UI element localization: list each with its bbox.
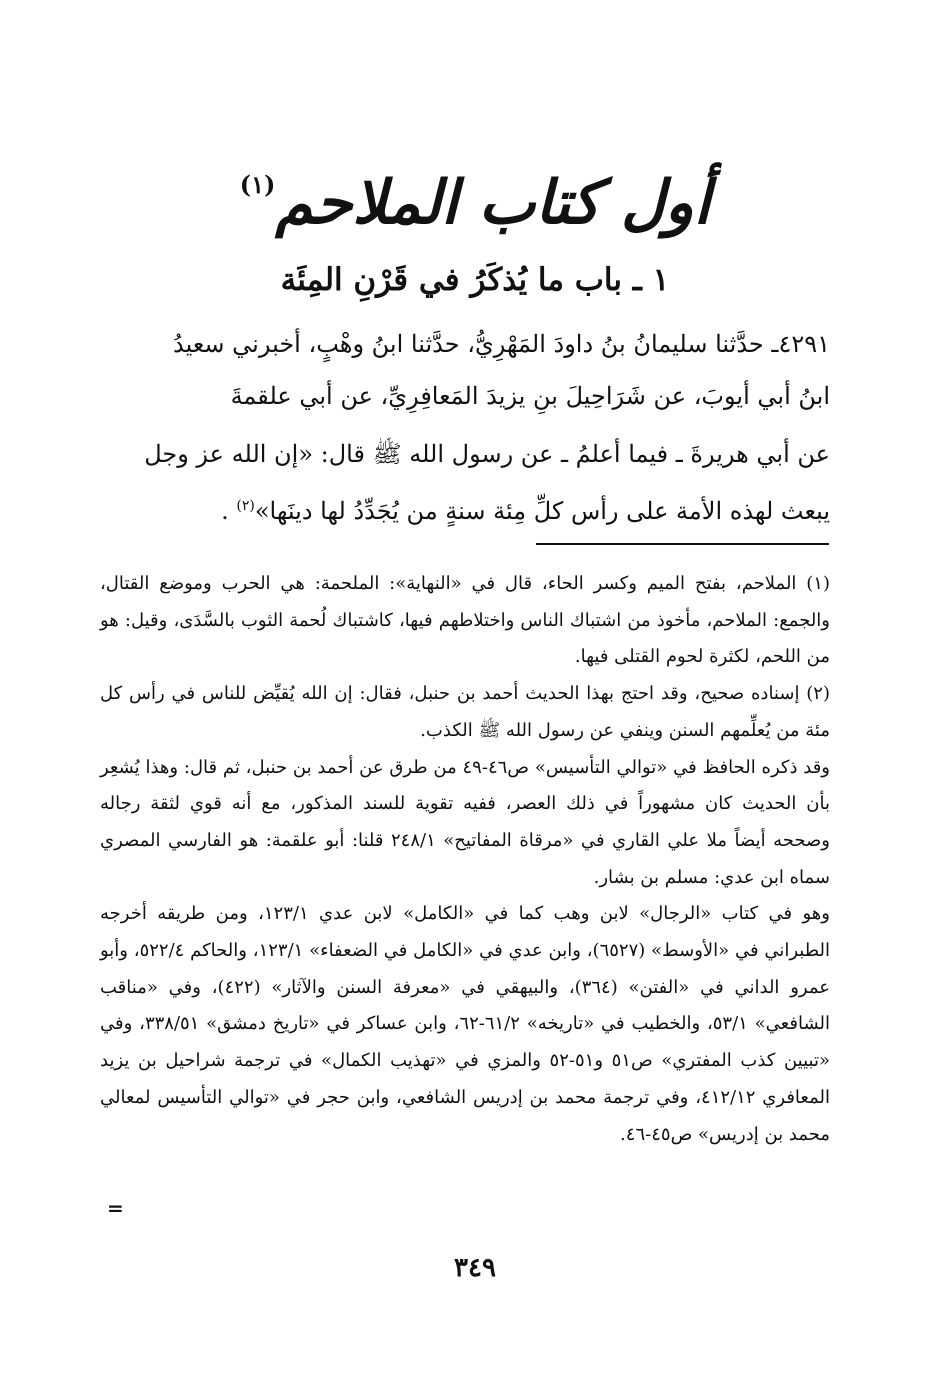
- footnote-separator: [536, 543, 829, 545]
- footnote-2-continuation: وهو في كتاب «الرجال» لابن وهب كما في «الكامل» لابن عدي ١٢٣/١، ومن طريقه أخرجه الطبراني في «الأوسط» (٦٥٢٧)، وابن عدي في «الكامل في الضعفاء» ١٢٣/١، والحاكم ٥٢٢/٤، وأبو عمرو الداني في «الفتن» (٣٦٤)، والبيهقي في «معرفة السنن والآثار» (٤٢٢)، وفي «مناقب الشافعي» ٥٣/١، والخطيب في «تاريخه» ٦١/٢-٦٢، وابن عساكر في «تاريخ دمشق» ٣٣٨/٥١، وفي «تبيين كذب المفتري» ص٥١ و٥١-٥٢ والمزي في «تهذيب الكمال» في ترجمة شراحيل بن يزيد المعافري ٤١٢/١٢، وفي ترجمة محمد بن إدريس الشافعي، وابن حجر في «توالي التأسيس لمعالي محمد بن إدريس» ص٤٥-٤٦.: [100, 903, 830, 1145]
- footnotes: [100, 566, 830, 1153]
- chapter-title: ١ ـ باب ما يُذكَرُ في قَرْنِ المِئَة: [280, 262, 670, 298]
- hadith-line: [100, 480, 830, 537]
- hadith-line-text: يبعث لهذه الأمة على رأس كلِّ مِئة سنةٍ من يُجَدِّدُ لها دينَها»: [254, 497, 830, 525]
- book-title-text: أول كتاب الملاحم: [275, 168, 711, 238]
- hadith-isnad: [100, 318, 830, 422]
- hadith-line-end: .: [221, 497, 237, 525]
- hadith-matn: [100, 428, 830, 537]
- hadith-line: عن أبي هريرةَ ـ فيما أعلمُ ـ عن رسول الله ﷺ قال: «إن الله عز وجل: [144, 440, 830, 468]
- continuation-mark: =: [107, 1196, 124, 1220]
- footnote-1: (١) الملاحم، بفتح الميم وكسر الحاء، قال في «النهاية»: الملحمة: هي الحرب وموضع القتال، والجمع: الملاحم، مأخوذ من اشتباك الناس واختلاطهم فيها، كاشتباك لُحمة الثوب بالسَّدَى، وقيل: هو من اللحم، لكثرة لحوم القتلى فيها.: [100, 573, 830, 668]
- page-number: ٣٤٩: [454, 1253, 496, 1283]
- footnote-2: (٢) إسناده صحيح، وقد احتج بهذا الحديث أحمد بن حنبل، فقال: إن الله يُقيِّض للناس في رأس كل مئة من يُعلِّمهم السنن وينفي عن رسول الله ﷺ الكذب.: [100, 683, 830, 741]
- hadith-line: ٤٢٩١ـ حدَّثنا سليمانُ بنُ داودَ المَهْرِيُّ، حدَّثنا ابنُ وهْبٍ، أخبرني سعيدُ: [173, 330, 830, 358]
- hadith-line: ابنُ أبي أيوبَ، عن شَرَاحِيلَ بنِ يزيدَ المَعافِرِيِّ، عن أبي علقمةَ: [230, 382, 830, 410]
- book-title: [200, 140, 750, 248]
- footnote-ref-1[interactable]: (١): [239, 170, 276, 199]
- footnote-2-continuation: وقد ذكره الحافظ في «توالي التأسيس» ص٤٦-٤٩ من طرق عن أحمد بن حنبل، ثم قال: وهذا يُشعِر بأن الحديث كان مشهوراً في ذلك العصر، ففيه تقوية للسند المذكور، مع أنه قوي لثقة رجاله وصححه أيضاً ملا علي القاري في «مرقاة المفاتيح» ٢٤٨/١ قلنا: أبو علقمة: هو الفارسي المصري سماه ابن عدي: مسلم بن بشار.: [100, 756, 831, 888]
- footnote-ref-2[interactable]: (٢): [236, 498, 255, 514]
